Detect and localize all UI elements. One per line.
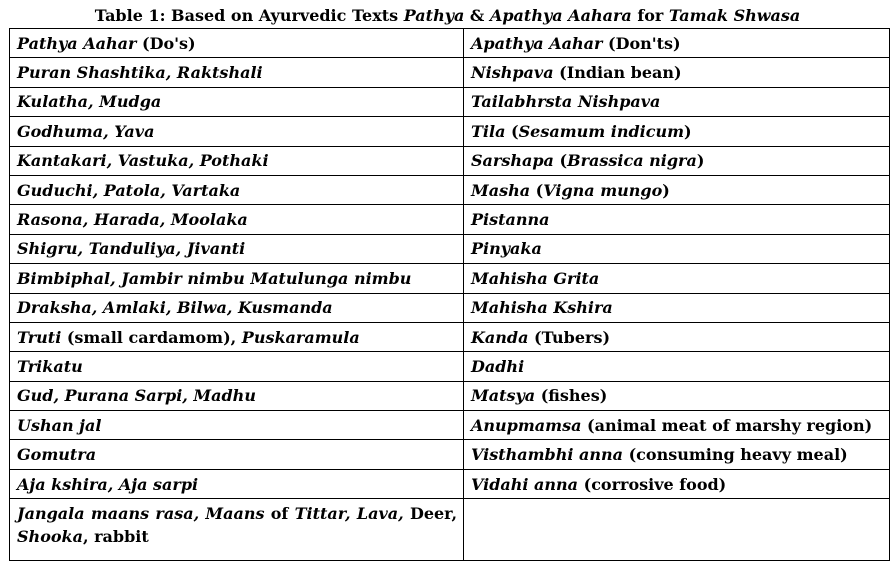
cell-text: ( [530,180,544,200]
cell-text: Sarshapa [471,151,554,171]
cell-text: ) [684,121,692,141]
diet-table [9,28,890,561]
cell-text: Gud, Purana Sarpi, Madhu [17,386,256,406]
cell-text: Jangala maans rasa, Maans [17,504,265,524]
table-row [10,205,890,234]
table-row [10,58,890,87]
cell-text: Ushan jal [17,415,102,435]
table-header-row [10,29,890,58]
cell-text: Kantakari, Vastuka, Pothaki [17,151,269,171]
cell-text: Tila [471,121,506,141]
cell-text: (Do's) [136,33,196,53]
cell-text: (Tubers) [528,327,611,347]
cell-text: Vigna mungo [543,180,663,200]
apathya-cell [464,146,890,175]
apathya-cell [464,264,890,293]
cell-text: Shooka [17,527,83,547]
cell-text: (corrosive food) [578,474,727,494]
cell-text: Truti [17,327,62,347]
cell-text: Pinyaka [471,239,542,259]
pathya-cell [10,352,464,381]
apathya-cell [464,175,890,204]
pathya-header-cell [10,29,464,58]
apathya-header-cell [464,29,890,58]
table-caption [0,6,895,26]
cell-text: Dadhi [471,356,525,376]
table-row [10,264,890,293]
cell-text: Gomutra [17,445,97,465]
cell-text: Deer, [403,504,458,524]
cell-text: Apathya Aahar [471,33,603,53]
cell-text: Shigru, Tanduliya, Jivanti [17,239,246,259]
cell-text: Aja kshira, Aja sarpi [17,474,199,494]
caption-prefix: Table 1: Based on Ayurvedic Texts [94,6,404,25]
table-row [10,440,890,469]
diet-table-body [10,29,890,561]
cell-text: Matsya [471,386,536,406]
pathya-cell [10,205,464,234]
cell-text: ) [696,151,705,171]
cell-text: Brassica nigra [567,151,697,171]
pathya-cell [10,234,464,263]
cell-text: (fishes) [535,386,608,406]
table-row [10,352,890,381]
cell-text: ) [662,180,670,200]
cell-text: Pistanna [471,210,550,230]
table-row [10,322,890,351]
cell-text: Pathya Aahar [17,33,137,53]
cell-text: Kulatha, Mudga [17,92,162,112]
table-row [10,499,890,561]
pathya-cell [10,175,464,204]
cell-text: Puran Shashtika, Raktshali [17,63,263,83]
cell-text: (animal meat of marshy region) [581,415,873,435]
apathya-cell [464,499,890,561]
cell-text: Sesamum indicum [518,121,685,141]
table-row [10,234,890,263]
pathya-cell [10,322,464,351]
table-row [10,411,890,440]
caption-term-apathya: Apathya Aahara [489,6,632,25]
apathya-cell [464,234,890,263]
pathya-cell [10,411,464,440]
caption-term-pathya: Pathya [403,6,465,25]
cell-text: Tittar, Lava, [294,504,404,524]
apathya-cell [464,381,890,410]
apathya-cell [464,87,890,116]
caption-for: for [631,6,669,25]
apathya-cell [464,58,890,87]
cell-text: Bimbiphal, Jambir nimbu Matulunga nimbu [17,268,412,288]
cell-text: Guduchi, Patola, Vartaka [17,180,241,200]
apathya-cell [464,293,890,322]
caption-term-disease: Tamak Shwasa [668,6,801,25]
cell-text: Tailabhrsta Nishpava [471,92,661,112]
cell-text: Puskaramula [241,327,360,347]
cell-text: of [264,504,295,524]
pathya-cell [10,469,464,498]
cell-text: Vidahi anna [471,474,579,494]
cell-text: Anupmamsa [471,415,582,435]
cell-text: Visthambhi anna [471,445,624,465]
apathya-cell [464,117,890,146]
pathya-cell [10,381,464,410]
cell-text: (Indian bean) [553,63,682,83]
table-row [10,87,890,116]
apathya-cell [464,411,890,440]
pathya-cell [10,146,464,175]
table-row [10,117,890,146]
cell-text: Trikatu [17,356,83,376]
apathya-cell [464,469,890,498]
pathya-cell [10,87,464,116]
cell-text: Mahisha Kshira [471,298,613,318]
cell-text: Rasona, Harada, Moolaka [17,210,248,230]
cell-text: (small cardamom), [61,327,242,347]
pathya-cell [10,264,464,293]
pathya-cell [10,117,464,146]
cell-text: Kanda [471,327,529,347]
cell-text: (Don'ts) [602,33,681,53]
cell-text: ( [553,151,568,171]
pathya-cell [10,293,464,322]
cell-text: , rabbit [82,527,149,547]
cell-text: Draksha, Amlaki, Bilwa, Kusmanda [17,298,333,318]
cell-text: Nishpava [471,63,554,83]
pathya-cell [10,58,464,87]
apathya-cell [464,440,890,469]
apathya-cell [464,322,890,351]
cell-text: (consuming heavy meal) [623,445,848,465]
apathya-cell [464,205,890,234]
pathya-cell [10,440,464,469]
table-row [10,146,890,175]
cell-text: Mahisha Grita [471,268,600,288]
table-row [10,381,890,410]
apathya-cell [464,352,890,381]
cell-text: ( [505,121,519,141]
table-row [10,469,890,498]
pathya-cell [10,499,464,561]
caption-amp: & [464,6,490,25]
table-row [10,293,890,322]
cell-text: Godhuma, Yava [17,121,155,141]
cell-text: Masha [471,180,531,200]
table-row [10,175,890,204]
